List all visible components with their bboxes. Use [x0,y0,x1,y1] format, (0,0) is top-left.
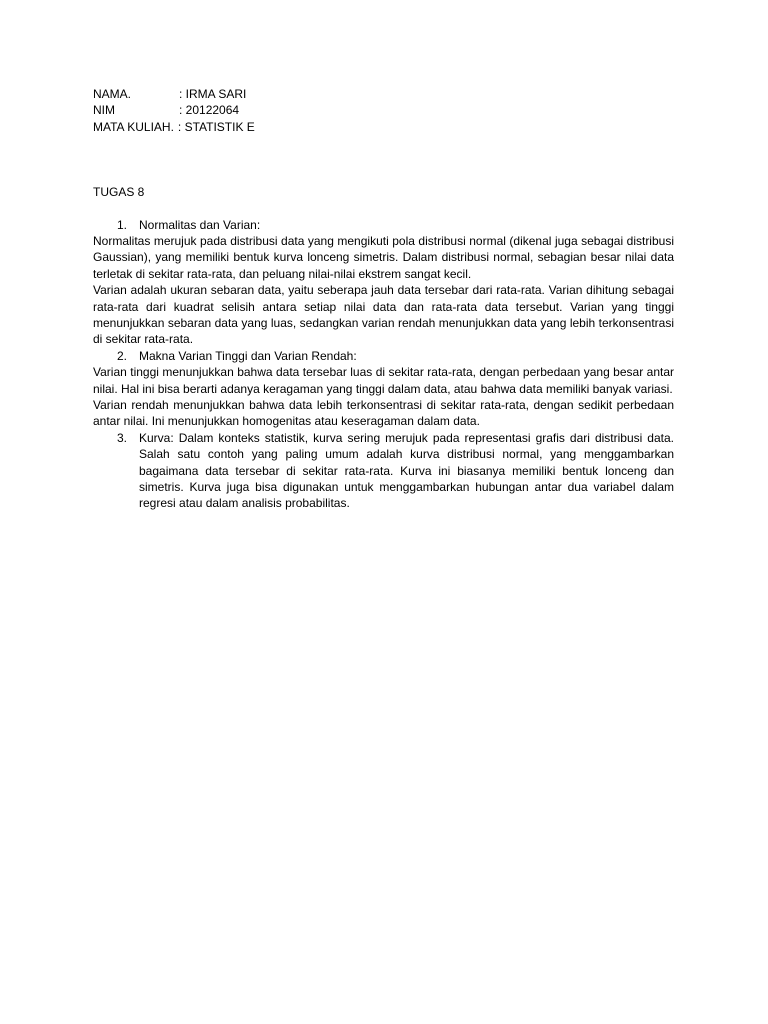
list-number-3: 3. [117,430,128,445]
document-title: TUGAS 8 [93,185,145,200]
section-1-paragraph-2: Varian adalah ukuran sebaran data, yaitu seberapa jauh data tersebar dari rata-rata. Varian dihitung sebagai rata-rata dari kuadrat selisih antara setiap nilai data dan rata-rata data tersebut. Varian yang tinggi menunjukkan sebaran data yang luas, sedangkan varian rendah menunjukkan data yang lebih terkonsentrasi di sekitar rata-rata. [93,283,674,347]
section-2-paragraph-1: Varian tinggi menunjukkan bahwa data tersebar luas di sekitar rata-rata, dengan perbedaan yang besar antar nilai. Hal ini bisa berarti adanya keragaman yang tinggi dalam data, atau bahwa data memiliki banyak variasi. [93,365,674,396]
list-number-2: 2. [117,348,128,363]
name-row [93,86,674,102]
section-2-paragraph-2: Varian rendah menunjukkan bahwa data lebih terkonsentrasi di sekitar rata-rata, dengan sedikit perbedaan antar nilai. Ini menunjukkan homogenitas atau keseragaman dalam data. [93,398,674,429]
section-2-heading: Makna Varian Tinggi dan Varian Rendah: [139,348,357,363]
name-value: : IRMA SARI [179,87,247,101]
list-item-2 [93,348,674,364]
list-item-3 [93,430,674,512]
course-label: MATA KULIAH. [93,119,174,134]
nim-row [93,102,674,118]
document-body [93,86,674,512]
list-number-1: 1. [117,217,128,232]
nim-label: NIM [93,103,115,118]
course-value: : STATISTIK E [177,119,255,134]
list-item-1 [93,217,674,233]
section-3-text: Kurva: Dalam konteks statistik, kurva sering merujuk pada representasi grafis dari distribusi data. Salah satu contoh yang paling umum adalah kurva distribusi normal, yang menggambarkan bagaimana data tersebar di sekitar rata-rata. Kurva ini biasanya memiliki bentuk lonceng dan simetris. Kurva juga bisa digunakan untuk menggambarkan hubungan antar dua variabel dalam regresi atau dalam analisis probabilitas. [139,430,674,511]
course-row [93,119,674,135]
section-1-paragraph-1: Normalitas merujuk pada distribusi data yang mengikuti pola distribusi normal (dikenal juga sebagai distribusi Gaussian), yang memiliki bentuk kurva lonceng simetris. Dalam distribusi normal, sebagian besar nilai data terletak di sekitar rata-rata, dan peluang nilai-nilai ekstrem sangat kecil. [93,233,674,281]
section-1-heading: Normalitas dan Varian: [139,217,261,232]
name-label: NAMA. [93,87,132,101]
nim-value: : 20122064 [179,103,240,118]
